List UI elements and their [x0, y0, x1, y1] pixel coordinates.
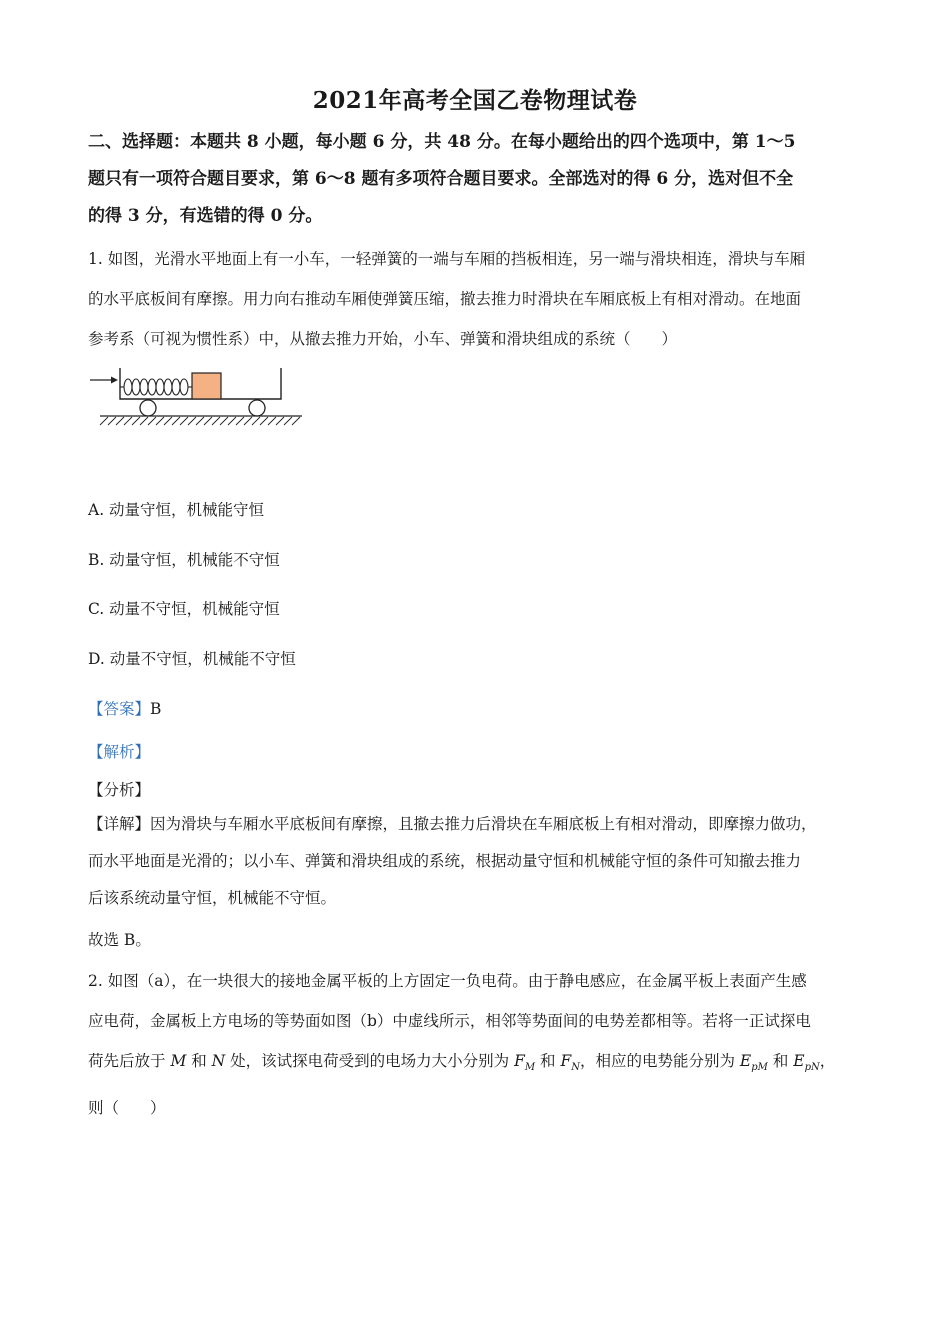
q2-text: ，相应的电势能分别为	[579, 1052, 740, 1070]
section-line-2: 题只有一项符合题目要求，第 6～8 题有多项符合题目要求。全部选对的得 6 分，选对但不全	[88, 169, 794, 189]
detail-tag: 【详解】	[88, 815, 151, 833]
q2-text: 和	[186, 1052, 212, 1070]
ground-hatch	[100, 417, 300, 425]
option-c: C. 动量不守恒，机械能守恒	[88, 600, 280, 618]
q1-line-2: 的水平底板间有摩擦。用力向右推动车厢使弹簧压缩，撤去推力时滑块在车厢底板上有相对滑动。在地面	[88, 290, 802, 308]
option-a: A. 动量守恒，机械能守恒	[88, 501, 265, 519]
cart-spring-figure	[88, 362, 308, 432]
q2-text: 荷先后放于	[88, 1052, 171, 1070]
q2-line-1: 2. 如图（a），在一块很大的接地金属平板的上方固定一负电荷。由于静电感应，在金属平板上表面产生感	[88, 972, 807, 990]
detail-text-1: 因为滑块与车厢水平底板间有摩擦，且撤去推力后滑块在车厢底板上有相对滑动，即摩擦力做功，	[150, 815, 817, 833]
q1-line-1: 1. 如图，光滑水平地面上有一小车，一轻弹簧的一端与车厢的挡板相连，另一端与滑块相连，滑块与车厢	[88, 250, 806, 268]
symbol-n: N	[211, 1052, 226, 1070]
wheel-right	[249, 400, 265, 416]
symbol-f: F	[514, 1052, 525, 1070]
q2-text: 处，该试探电荷受到的电场力大小分别为	[225, 1052, 515, 1070]
answer-tag: 【答案】	[88, 700, 151, 718]
q2-text: 和	[535, 1052, 561, 1070]
subscript-m: M	[524, 1062, 536, 1074]
subscript-pn: pN	[804, 1062, 820, 1074]
symbol-f: F	[560, 1052, 572, 1070]
detail-line-1	[88, 806, 868, 843]
answer-row	[88, 697, 161, 719]
q2-line-2: 应电荷，金属板上方电场的等势面如图（b）中虚线所示，相邻等势面间的电势差都相等。若将一正试探电	[88, 1012, 811, 1030]
symbol-e: E	[739, 1052, 752, 1070]
option-b: B. 动量守恒，机械能不守恒	[88, 551, 280, 569]
symbol-e: E	[793, 1052, 805, 1070]
fenxi-tag: 【分析】	[88, 781, 151, 799]
symbol-m: M	[170, 1052, 187, 1070]
question-2-stem	[88, 961, 868, 1128]
subscript-pm: pM	[751, 1062, 768, 1074]
q2-line-3	[88, 1041, 868, 1088]
push-arrow-head	[111, 377, 118, 384]
section-line-1: 二、选择题：本题共 8 小题，每小题 6 分，共 48 分。在每小题给出的四个选项中，第 1～5	[88, 132, 796, 152]
analysis-tag: 【解析】	[88, 743, 151, 761]
detail-explanation	[88, 806, 868, 917]
wheel-left	[140, 400, 156, 416]
question-1-stem	[88, 239, 868, 359]
page-title: 2021年高考全国乙卷物理试卷	[312, 87, 638, 114]
choice-conclusion: 故选 B。	[88, 931, 151, 949]
q1-line-3: 参考系（可视为惯性系）中，从撤去推力开始，小车、弹簧和滑块组成的系统（ ）	[88, 330, 678, 348]
spring	[120, 379, 192, 395]
subscript-n: N	[571, 1062, 580, 1074]
detail-line-3: 后该系统动量守恒，机械能不守恒。	[88, 889, 337, 907]
q2-text: 和	[767, 1052, 794, 1070]
detail-line-2: 而水平地面是光滑的；以小车、弹簧和滑块组成的系统，根据动量守恒和机械能守恒的条件可知撤去推力	[88, 852, 802, 870]
section-line-3: 的得 3 分，有选错的得 0 分。	[88, 206, 323, 226]
option-d: D. 动量不守恒，机械能不守恒	[88, 650, 296, 668]
q2-line-4: 则（ ）	[88, 1099, 166, 1118]
section-instructions	[88, 124, 878, 235]
answer-value: B	[150, 700, 162, 718]
slider-block	[192, 373, 221, 399]
q2-text: ，	[819, 1052, 836, 1070]
